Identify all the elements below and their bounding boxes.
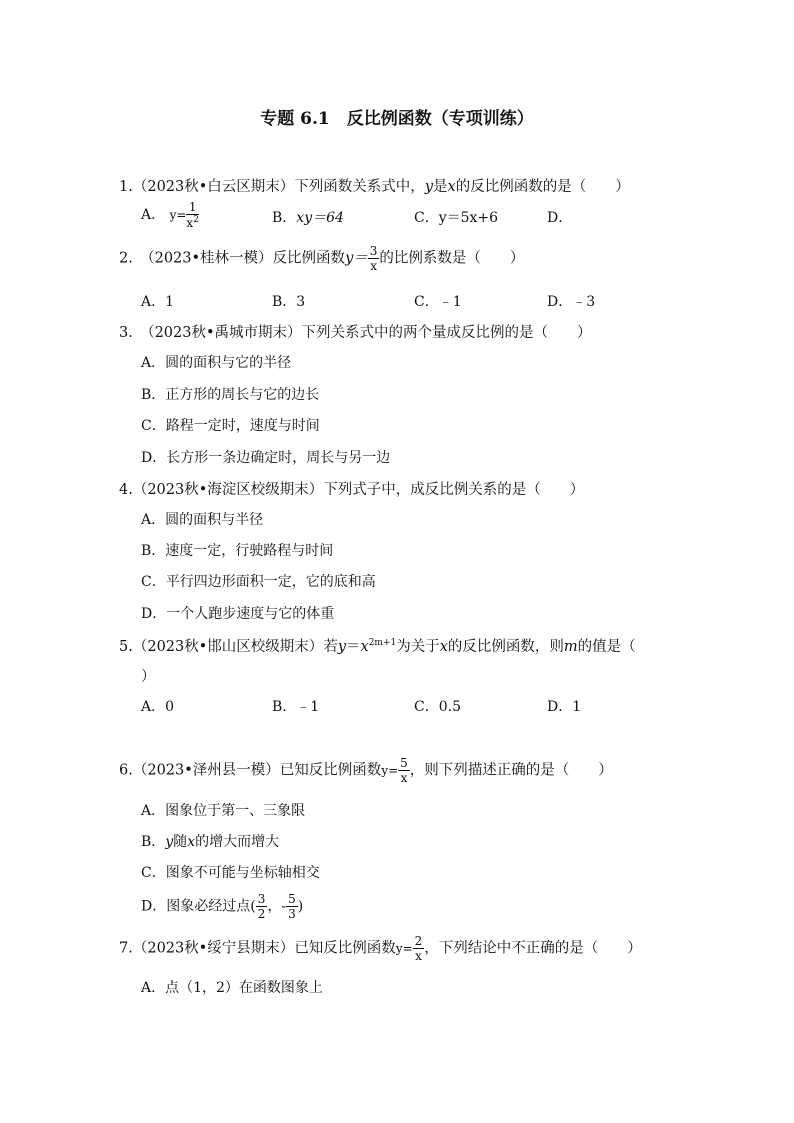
question-2-option-a: A．1 (141, 294, 175, 310)
question-4-stem: 4.（2023秋•海淀区校级期末）下列式子中，成反比例关系的是（ ） (119, 482, 585, 498)
question-1-option-a: A． y= $\frac{1}{x^2}$ (141, 200, 199, 230)
question-5-option-d: D．1 (547, 699, 582, 715)
question-5-stem-continued: ） (141, 669, 156, 685)
fraction: $\frac{5}{3}$ (288, 892, 296, 921)
question-1-option-b: B．xy＝64 (272, 210, 344, 226)
fraction: $\frac{3}{x}$ (369, 244, 378, 273)
fraction: $\frac{1}{x^2}$ (186, 200, 199, 230)
question-2-option-b: B．3 (272, 294, 306, 310)
fraction: $\frac{2}{x}$ (414, 934, 423, 963)
question-5-option-b: B．﹣1 (272, 699, 320, 715)
question-4-option-a: A．圆的面积与半径 (141, 512, 264, 528)
question-4-option-c: C．平行四边形面积一定，它的底和高 (141, 574, 376, 590)
question-4-option-b: B．速度一定，行驶路程与时间 (141, 543, 334, 559)
question-4-option-d: D．一个人跑步速度与它的体重 (141, 606, 335, 622)
question-1-option-d: D． (547, 210, 573, 226)
fraction: $\frac{3}{2}$ (257, 892, 266, 921)
question-5-stem: 5.（2023秋•邯山区校级期末）若$y=x^{2m+1}$为关于x的反比例函数，则m的值是（ (119, 638, 636, 655)
question-5-option-a: A．0 (141, 699, 175, 715)
question-6-stem: 6.（2023•泽州县一模）已知反比例函数y= $\frac{5}{x}$ ，则下列描述正确的是（ ） (119, 756, 613, 785)
question-3-stem: 3. （2023秋•禹城市期末）下列关系式中的两个量成反比例的是（ ） (119, 325, 592, 341)
question-number: 1. (119, 179, 133, 195)
question-source: （2023秋•白云区期末） (132, 179, 295, 195)
question-2-stem: 2. （2023•桂林一模）反比例函数y＝ $\frac{3}{x}$ 的比例系数是（ ） (119, 244, 525, 273)
question-7-stem: 7.（2023秋•绥宁县期末）已知反比例函数y= $\frac{2}{x}$ ，下列结论中不正确的是（ ） (119, 934, 642, 963)
question-1-option-c: C．y＝5x+6 (414, 210, 499, 226)
question-2-option-c: C．﹣1 (414, 294, 462, 310)
question-6-option-b: B．y随x的增大而增大 (141, 834, 280, 850)
question-5-option-c: C．0.5 (414, 699, 461, 715)
question-3-option-a: A．圆的面积与它的半径 (141, 355, 292, 371)
page-title: 专题 6.1 反比例函数（专项训练） (260, 109, 534, 129)
question-3-option-b: B．正方形的周长与它的边长 (141, 387, 320, 403)
question-1-stem: 1.（2023秋•白云区期末）下列函数关系式中，y是x的反比例函数的是（ ） (119, 179, 630, 195)
fraction: $\frac{5}{x}$ (400, 756, 408, 785)
question-7-option-a: A．点（1，2）在函数图象上 (141, 980, 323, 996)
question-3-option-d: D．长方形一条边确定时，周长与另一边 (141, 450, 391, 466)
question-6-option-a: A．图象位于第一、三象限 (141, 803, 306, 819)
question-6-option-d: D．图象必经过点( $\frac{3}{2}$ ，- $\frac{5}{3}$ ) (141, 892, 304, 921)
question-6-option-c: C．图象不可能与坐标轴相交 (141, 865, 320, 881)
question-2-option-d: D．﹣3 (547, 294, 596, 310)
question-3-option-c: C．路程一定时，速度与时间 (141, 418, 320, 434)
